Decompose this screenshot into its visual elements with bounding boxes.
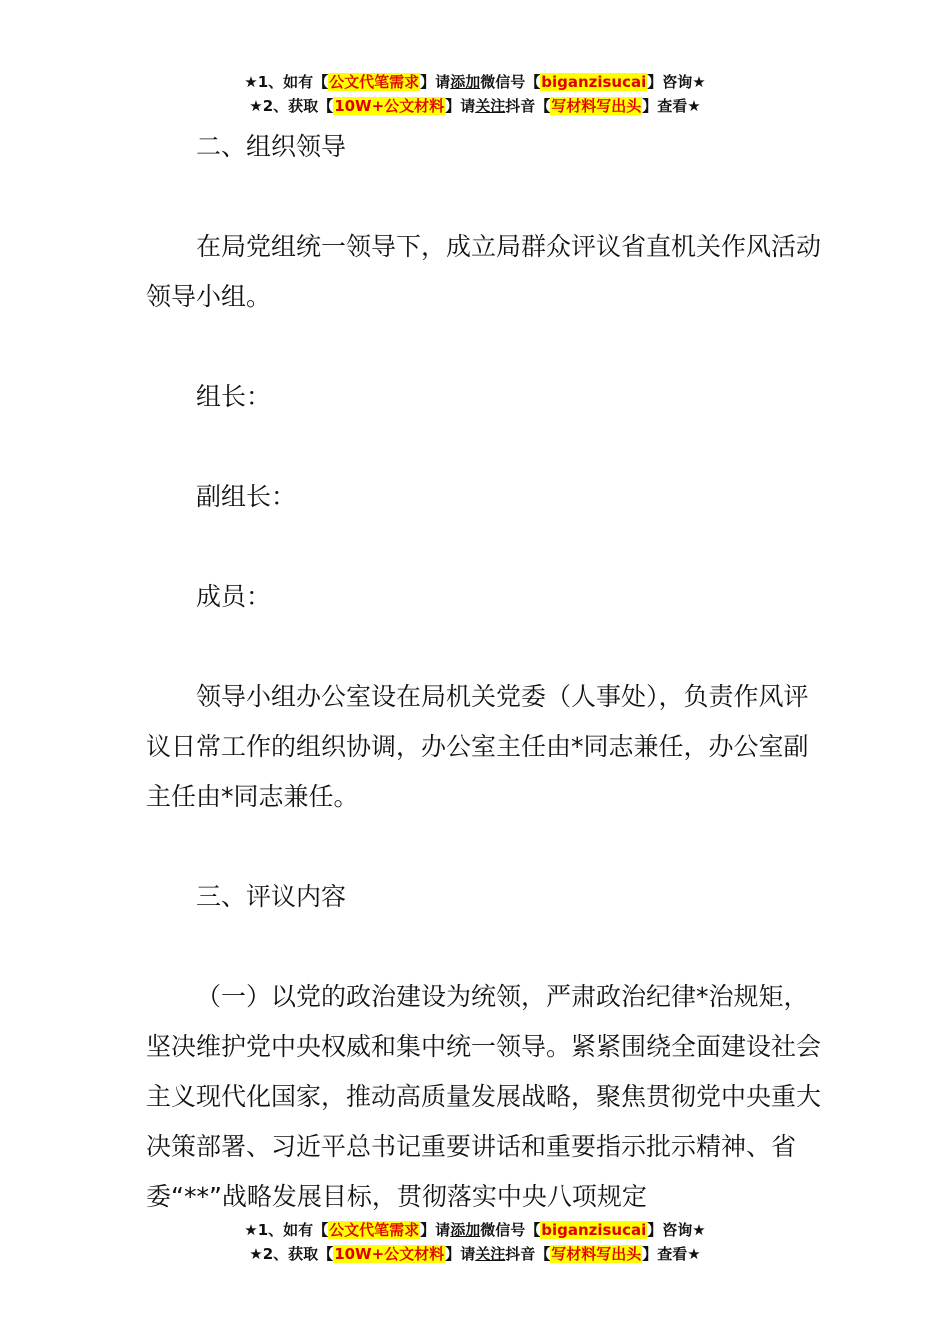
members-line: 成员： [196,582,272,611]
promo-highlight: biganzisucai [541,1221,647,1239]
promo-highlight: 公文代笔需求 [329,1221,420,1239]
promo-text: ★2、获取【 [249,1245,334,1263]
promo-text: 】请 [445,97,476,115]
promo-text: 】咨询★ [647,73,706,91]
promo-highlight: biganzisucai [541,73,647,91]
promo-highlight: 10W+公文材料 [334,1245,445,1263]
promo-highlight: 10W+公文材料 [334,97,445,115]
promo-underline: 关注 [475,1245,506,1263]
promo-text: 】请 [420,73,451,91]
promo-line-2 [0,1242,950,1266]
section-heading-organization: 二、组织领导 [196,132,347,161]
paragraph-leadership: 在局党组统一领导下，成立局群众评议省直机关作风活动领导小组。 [146,232,822,311]
promo-text: 】查看★ [642,97,701,115]
promo-underline: 添加 [450,73,481,91]
section-heading-content: 三、评议内容 [196,882,347,911]
promo-highlight: 写材料写出头 [551,1245,642,1263]
promo-underline: 添加 [450,1221,481,1239]
leader-line: 组长： [196,382,272,411]
promo-text: 】请 [420,1221,451,1239]
promo-line-1 [0,70,950,94]
paragraph-content-1: （一）以党的政治建设为统领，严肃政治纪律*治规矩，坚决维护党中央权威和集中统一领导。紧紧围绕全面建设社会主义现代化国家，推动高质量发展战略，聚焦贯彻党中央重大决策部署、习近平总书记重要讲话和重要指示批示精神、省委“**”战略发展目标，贯彻落实中央八项规定 [146,982,822,1211]
promo-text: 抖音【 [505,1245,551,1263]
promo-underline: 关注 [475,97,506,115]
promo-text: 】请 [445,1245,476,1263]
promo-text: 微信号【 [480,73,541,91]
promo-text: 微信号【 [480,1221,541,1239]
promo-text: 】查看★ [642,1245,701,1263]
promo-line-1 [0,1218,950,1242]
promo-text: ★2、获取【 [249,97,334,115]
promo-text: ★1、如有【 [244,73,329,91]
promo-banner-bottom [0,1218,950,1266]
document-body [146,122,826,1222]
promo-text: ★1、如有【 [244,1221,329,1239]
promo-highlight: 公文代笔需求 [329,73,420,91]
promo-highlight: 写材料写出头 [551,97,642,115]
promo-text: 抖音【 [505,97,551,115]
deputy-leader-line: 副组长： [196,482,297,511]
paragraph-office: 领导小组办公室设在局机关党委（人事处），负责作风评议日常工作的组织协调，办公室主任由*同志兼任，办公室副主任由*同志兼任。 [146,682,809,811]
promo-text: 】咨询★ [647,1221,706,1239]
promo-banner-top [0,70,950,118]
promo-line-2 [0,94,950,118]
